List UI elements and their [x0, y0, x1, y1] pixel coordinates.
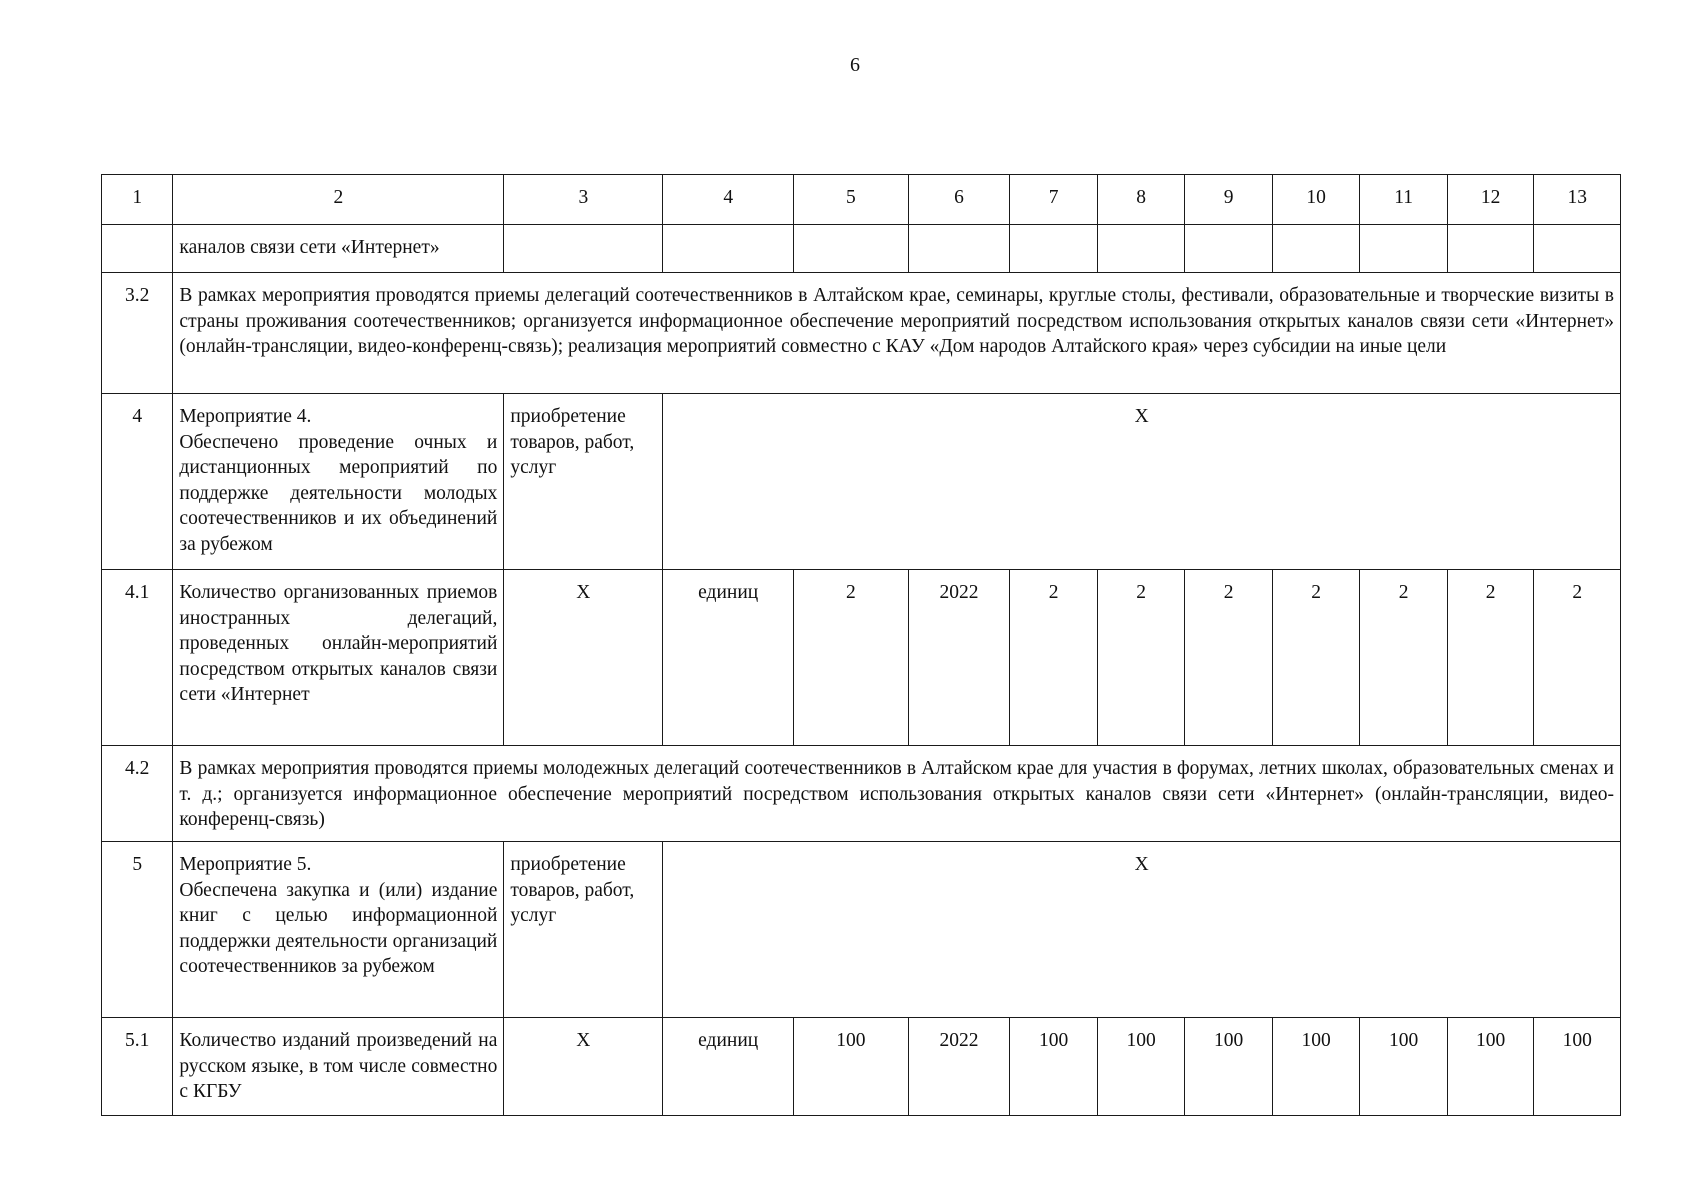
- header-cell: 2: [173, 175, 504, 225]
- row-number-cell: 4.2: [102, 746, 173, 842]
- empty-cell: [1534, 225, 1621, 273]
- empty-cell: [663, 225, 794, 273]
- value-cell: 100: [794, 1018, 909, 1116]
- value-cell: 2022: [908, 1018, 1010, 1116]
- unit-cell: единиц: [663, 1018, 794, 1116]
- table-row: [102, 746, 1621, 842]
- measure-type-cell: приобретение товаров, работ, услуг: [504, 394, 663, 570]
- measure-description-cell: В рамках мероприятия проводятся приемы молодежных делегаций соотечественников в Алтайском крае для участия в форумах, летних школах, образовательных сменах и т. д.; организуется информационное обеспечение мероприятий посредством использования открытых каналов связи сети «Интернет» (онлайн-трансляции, видео-конференц-связь): [173, 746, 1621, 842]
- measure-description: Обеспечена закупка и (или) издание книг с целью информационной поддержки деятельности организаций соотечественников за рубежом: [179, 879, 498, 977]
- row-number-cell: 4: [102, 394, 173, 570]
- measure-title: Мероприятие 4.: [179, 406, 312, 427]
- measures-table: [101, 174, 1621, 1116]
- value-cell: 100: [1185, 1018, 1273, 1116]
- header-row: [102, 175, 1621, 225]
- merged-value-cell: X: [663, 394, 1621, 570]
- value-cell: X: [504, 570, 663, 746]
- row-number-cell: 5.1: [102, 1018, 173, 1116]
- value-cell: 2: [1360, 570, 1448, 746]
- value-cell: 2: [1534, 570, 1621, 746]
- header-cell: 12: [1447, 175, 1534, 225]
- table-row: [102, 570, 1621, 746]
- header-cell: 13: [1534, 175, 1621, 225]
- empty-cell: [1447, 225, 1534, 273]
- value-cell: 2: [1272, 570, 1360, 746]
- header-cell: 8: [1097, 175, 1185, 225]
- row-number-cell: 4.1: [102, 570, 173, 746]
- header-cell: 5: [794, 175, 909, 225]
- measure-cell: [173, 842, 504, 1018]
- empty-cell: [1360, 225, 1448, 273]
- measure-description-cell: В рамках мероприятия проводятся приемы делегаций соотечественников в Алтайском крае, семинары, круглые столы, фестивали, образовательные и творческие визиты в страны проживания соотечественников; организуется информационное обеспечение мероприятий посредством использования открытых каналов связи сети «Интернет» (онлайн-трансляции, видео-конференц-связь); реализация мероприятий совместно с КАУ «Дом народов Алтайского края» через субсидии на иные цели: [173, 273, 1621, 394]
- header-cell: 9: [1185, 175, 1273, 225]
- header-cell: 10: [1272, 175, 1360, 225]
- value-cell: 2: [1097, 570, 1185, 746]
- empty-cell: [1097, 225, 1185, 273]
- header-cell: 1: [102, 175, 173, 225]
- row-number-cell: 5: [102, 842, 173, 1018]
- value-cell: 100: [1447, 1018, 1534, 1116]
- indicator-description-cell: Количество организованных приемов иностранных делегаций, проведенных онлайн-мероприятий посредством открытых каналов связи сети «Интернет: [173, 570, 504, 746]
- table-row: [102, 842, 1621, 1018]
- table-row: [102, 225, 1621, 273]
- measure-type-cell: приобретение товаров, работ, услуг: [504, 842, 663, 1018]
- measure-cell: [173, 394, 504, 570]
- measure-description: Обеспечено проведение очных и дистанционных мероприятий по поддержке деятельности молодых соотечественников и их объединений за рубежом: [179, 431, 498, 555]
- header-cell: 4: [663, 175, 794, 225]
- table-row: [102, 273, 1621, 394]
- empty-cell: [1185, 225, 1273, 273]
- header-cell: 7: [1010, 175, 1098, 225]
- page-number: 6: [850, 54, 860, 76]
- header-cell: 11: [1360, 175, 1448, 225]
- value-cell: 100: [1097, 1018, 1185, 1116]
- unit-cell: единиц: [663, 570, 794, 746]
- value-cell: X: [504, 1018, 663, 1116]
- empty-cell: [908, 225, 1010, 273]
- measure-title: Мероприятие 5.: [179, 854, 312, 875]
- indicator-description-cell: Количество изданий произведений на русском языке, в том числе совместно с КГБУ: [173, 1018, 504, 1116]
- row-number-cell: 3.2: [102, 273, 173, 394]
- empty-cell: [504, 225, 663, 273]
- empty-cell: [1272, 225, 1360, 273]
- value-cell: 2: [794, 570, 909, 746]
- empty-cell: [794, 225, 909, 273]
- value-cell: 2: [1010, 570, 1098, 746]
- table-row: [102, 1018, 1621, 1116]
- value-cell: 100: [1534, 1018, 1621, 1116]
- value-cell: 2022: [908, 570, 1010, 746]
- value-cell: 100: [1360, 1018, 1448, 1116]
- value-cell: 100: [1272, 1018, 1360, 1116]
- value-cell: 100: [1010, 1018, 1098, 1116]
- header-cell: 3: [504, 175, 663, 225]
- header-cell: 6: [908, 175, 1010, 225]
- value-cell: 2: [1185, 570, 1273, 746]
- row-number-cell: [102, 225, 173, 273]
- description-cell: каналов связи сети «Интернет»: [173, 225, 504, 273]
- table-row: [102, 394, 1621, 570]
- merged-value-cell: X: [663, 842, 1621, 1018]
- empty-cell: [1010, 225, 1098, 273]
- value-cell: 2: [1447, 570, 1534, 746]
